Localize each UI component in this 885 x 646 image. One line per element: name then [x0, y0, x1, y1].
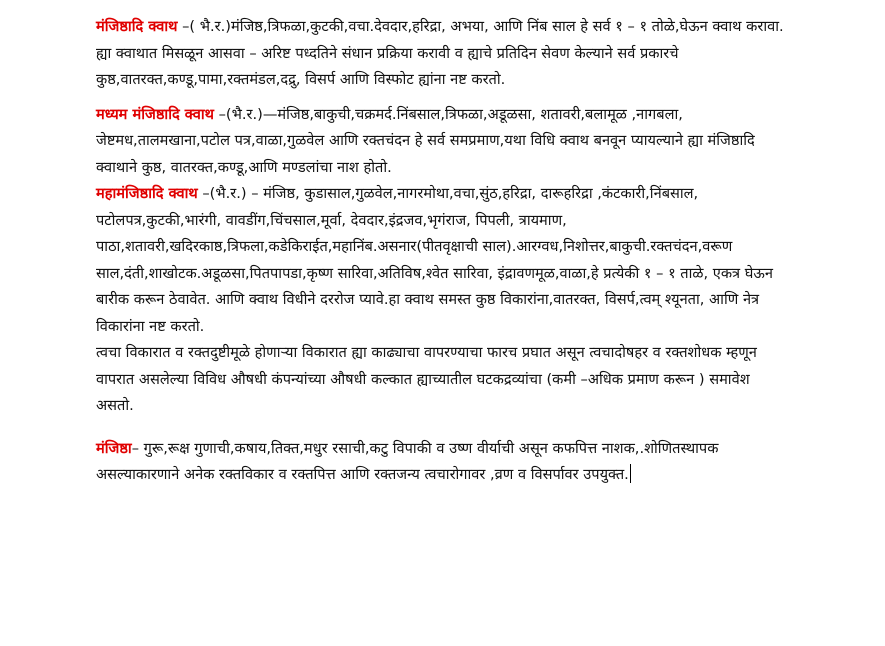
paragraph-manjishthadi-kwath	[96, 14, 785, 94]
paragraph-text: –(भै.र.)—मंजिष्ठ,बाकुची,चक्रमर्द.निंबसाल,त्रिफळा,अडूळसा, शतावरी,बलामूळ ,नागबला, जेष्टमध,तालमखाना,पटोल पत्र,वाळा,गुळवेल आणि रक्तचंदन हे सर्व समप्रमाण,यथा विधि क्वाथ बनवून प्यायल्याने ह्या मंजिष्ठादि क्वाथाने कुष्ठ, वातरक्त,कण्डू,आणि मण्डलांचा नाश होतो.	[96, 105, 755, 176]
paragraph-text: – गुरू,रूक्ष गुणाची,कषाय,तिक्त,मधुर रसाची,कटु विपाकी व उष्ण वीर्याची असून कफपित्त नाशक,.शोणितस्थापक असल्याकारणाने अनेक रक्तविकार व रक्तपित्त आणि रक्तजन्य त्वचारोगावर ,व्रण व विसर्पावर उपयुक्त.	[96, 439, 719, 483]
term-heading: मंजिष्ठा	[96, 439, 132, 457]
paragraph-text: –( भै.र.)मंजिष्ठ,त्रिफळा,कुटकी,वचा.देवदार,हरिद्रा, अभया, आणि निंब साल हे सर्व १ – १ तोळे,घेऊन क्वाथ करावा. ह्या क्वाथात मिसळून आसवा – अरिष्ट पध्दतिने संधान प्रक्रिया करावी व ह्याचे प्रतिदिन सेवण केल्याने सर्व प्रकारचे कुष्ठ,वातरक्त,कण्डू,पामा,रक्तमंडल,दद्रु, विसर्प आणि विस्फोट ह्यांना नष्ट करतो.	[96, 18, 784, 88]
term-heading: मंजिष्ठादि क्वाथ	[96, 18, 178, 35]
paragraph-text: –(भै.र.) – मंजिष्ठ, कुडासाल,गुळवेल,नागरमोथा,वचा,सुंठ,हरिद्रा, दारूहरिद्रा ,कंटकारी,निंबसाल, पटोलपत्र,कुटकी,भारंगी, वावडींग,चिंचसाल,मूर्वा, देवदार,इंद्रजव,भृगंराज, पिपली, त्रायमाण, पाठा,शतावरी,खदिरकाष्ठ,त्रिफला,कडेकिराईत,महानिंब.असनार(पीतवृक्षाची साल).आरग्वध,निशोत्तर,बाकुची.रक्तचंदन,वरूण साल,दंती,शाखोटक.अडूळसा,पितपापडा,कृष्ण सारिवा,अतिविष,श्वेत सारिवा, इंद्रावणमूळ,वाळा,हे प्रत्येकी १ – १ ताळे, एकत्र घेऊन बारीक करून ठेवावेत. आणि क्वाथ विधीने दररोज प्यावे.हा क्वाथ समस्त कुष्ठ विकारांना,वातरक्त, विसर्प,त्वम् श्यूनता, आणि नेत्र विकारांना नष्ट करतो.	[96, 185, 773, 335]
paragraph-text: त्वचा विकारात व रक्तदुष्टीमूळे होणाऱ्या विकारात ह्या काढ्याचा वापरण्याचा फारच प्रघात असून त्वचादोषहर व रक्तशोधक म्हणून वापरात असलेल्या विविध औषधी कंपन्यांच्या औषधी कल्कात ह्याच्यातील घटकद्रव्यांचा (कमी –अधिक प्रमाण करून ) समावेश असतो.	[96, 344, 757, 414]
paragraph-skin-disorders-note	[96, 340, 785, 420]
term-heading: महामंजिष्ठादि क्वाथ	[96, 185, 198, 202]
text-cursor	[630, 464, 632, 483]
paragraph-mahamanjishthadi-kwath	[96, 181, 785, 340]
paragraph-manjishtha	[96, 436, 785, 489]
term-heading: मध्यम मंजिष्ठादि क्वाथ	[96, 105, 214, 123]
paragraph-madhyam-manjishthadi-kwath	[96, 102, 785, 182]
